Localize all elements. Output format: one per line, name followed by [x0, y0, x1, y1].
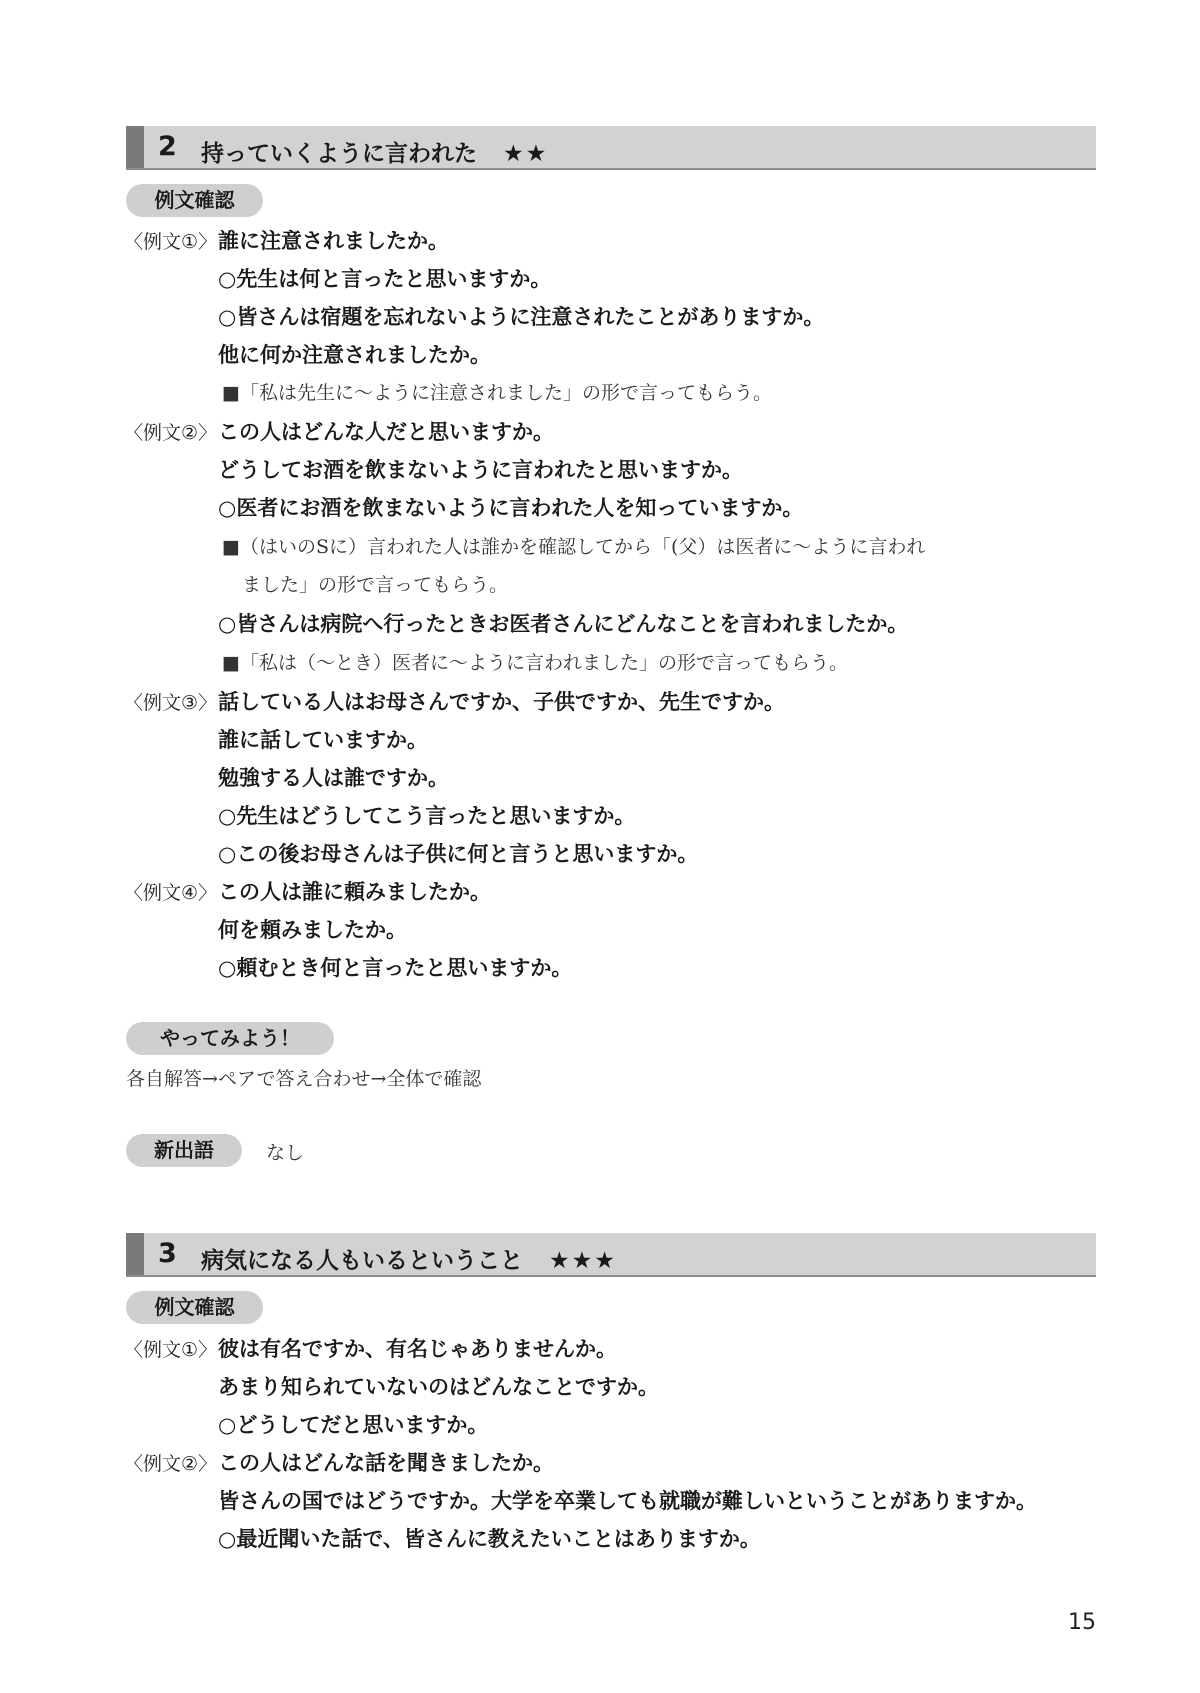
- example-check-label: 例文確認: [126, 184, 263, 217]
- section-2-header: [126, 126, 1096, 170]
- section-title-text: 持っていくように言われた: [201, 141, 477, 167]
- section-header-bar: [126, 126, 144, 168]
- question-line: ○頼むとき何と言ったと思いますか。: [218, 956, 573, 980]
- teacher-note: ました」の形で言ってもらう。: [242, 574, 509, 596]
- question-line: この人は誰に頼みましたか。: [218, 880, 491, 904]
- question-line: 他に何か注意されましたか。: [218, 343, 491, 367]
- example-label: 〈例文②〉: [124, 422, 218, 444]
- question-line: 誰に注意されましたか。: [218, 229, 449, 253]
- section-title-text: 病気になる人もいるということ: [201, 1248, 523, 1274]
- question-line: ○最近聞いた話で、皆さんに教えたいことはありますか。: [218, 1527, 761, 1551]
- question-line: ○皆さんは宿題を忘れないように注意されたことがありますか。: [218, 305, 825, 329]
- question-line: 彼は有名ですか、有名じゃありませんか。: [218, 1337, 617, 1361]
- try-it-text: 各自解答→ペアで答え合わせ→全体で確認: [126, 1068, 482, 1090]
- teacher-note: ■（はいのSに）言われた人は誰かを確認してから「(父）は医者に〜ように言われ: [222, 536, 926, 558]
- question-line: この人はどんな人だと思いますか。: [218, 420, 554, 444]
- teacher-note: ■「私は先生に〜ように注意されました」の形で言ってもらう。: [222, 382, 772, 404]
- question-line: ○皆さんは病院へ行ったときお医者さんにどんなことを言われましたか。: [218, 612, 909, 636]
- question-line: ○先生は何と言ったと思いますか。: [218, 267, 552, 291]
- example-label: 〈例文③〉: [124, 692, 218, 714]
- example-check-label: 例文確認: [126, 1291, 263, 1324]
- new-words-label: 新出語: [126, 1134, 242, 1167]
- example-label: 〈例文①〉: [124, 1339, 218, 1361]
- question-line: 何を頼みましたか。: [218, 918, 407, 942]
- page-number: 15: [1068, 1610, 1096, 1635]
- question-line: 誰に話していますか。: [218, 728, 428, 752]
- question-line: この人はどんな話を聞きましたか。: [218, 1451, 554, 1475]
- difficulty-stars: ★★: [503, 141, 549, 167]
- question-line: ○どうしてだと思いますか。: [218, 1413, 489, 1437]
- question-line: ○先生はどうしてこう言ったと思いますか。: [218, 804, 636, 828]
- question-line: 勉強する人は誰ですか。: [218, 766, 449, 790]
- example-label: 〈例文②〉: [124, 1453, 218, 1475]
- teacher-note: ■「私は（〜とき）医者に〜ように言われました」の形で言ってもらう。: [222, 652, 848, 674]
- question-line: 皆さんの国ではどうですか。大学を卒業しても就職が難しいということがありますか。: [218, 1489, 1037, 1513]
- try-it-label: やってみよう！: [126, 1022, 334, 1055]
- example-label: 〈例文④〉: [124, 882, 218, 904]
- section-header-bar: [126, 1233, 144, 1275]
- question-line: ○この後お母さんは子供に何と言うと思いますか。: [218, 842, 699, 866]
- question-line: ○医者にお酒を飲まないように言われた人を知っていますか。: [218, 496, 804, 520]
- example-label: 〈例文①〉: [124, 231, 218, 253]
- new-words-value: なし: [266, 1142, 305, 1164]
- question-line: あまり知られていないのはどんなことですか。: [218, 1375, 659, 1399]
- section-number: 3: [158, 1238, 177, 1269]
- question-line: どうしてお酒を飲まないように言われたと思いますか。: [218, 458, 743, 482]
- section-title: [201, 135, 548, 168]
- section-number: 2: [158, 131, 177, 162]
- section-3-header: [126, 1233, 1096, 1277]
- section-title: [201, 1242, 617, 1275]
- difficulty-stars: ★★★: [549, 1248, 617, 1274]
- question-line: 話している人はお母さんですか、子供ですか、先生ですか。: [218, 690, 785, 714]
